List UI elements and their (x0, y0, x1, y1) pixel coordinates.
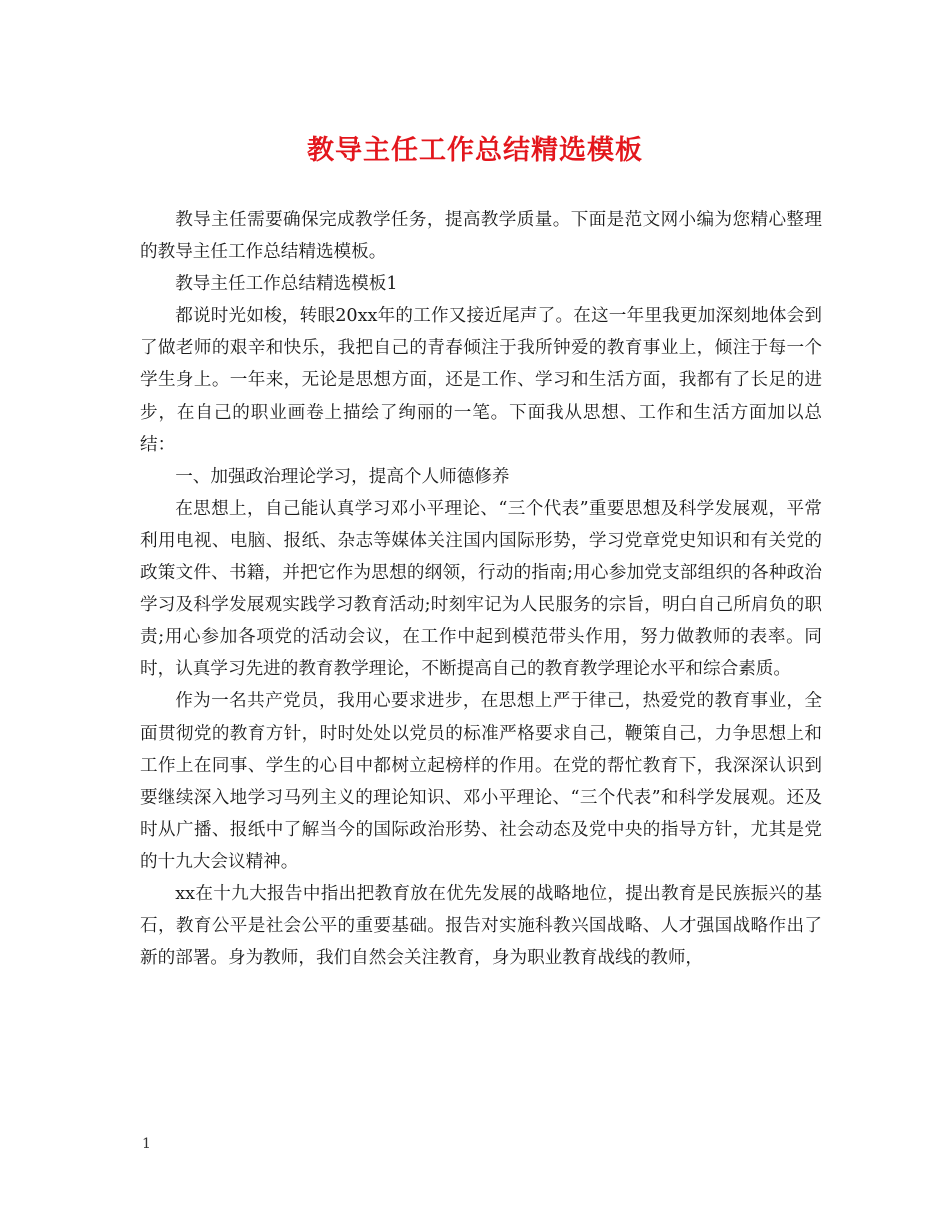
page-number: 1 (142, 1136, 151, 1152)
intro-paragraph: 教导主任需要确保完成教学任务，提高教学质量。下面是范文网小编为您精心整理的教导主任工作总结精选模板。 (140, 210, 822, 263)
document-body (140, 204, 822, 974)
section-heading-template-1: 教导主任工作总结精选模板1 (175, 274, 398, 295)
body-paragraph: xx在十九大报告中指出把教育放在优先发展的战略地位，提出教育是民族振兴的基石，教育公平是社会公平的重要基础。报告对实施科教兴国战略、人才强国战略作出了新的部署。身为教师，我们自然会关注教育，身为职业教育战线的教师， (140, 883, 822, 969)
body-paragraph: 都说时光如梭，转眼20xx年的工作又接近尾声了。在这一年里我更加深刻地体会到了做老师的艰辛和快乐，我把自己的青春倾注于我所钟爱的教育事业上，倾注于每一个学生身上。一年来，无论是思想方面，还是工作、学习和生活方面，我都有了长足的进步，在自己的职业画卷上描绘了绚丽的一笔。下面我从思想、工作和生活方面加以总结： (140, 306, 822, 455)
body-paragraph: 在思想上，自己能认真学习邓小平理论、“三个代表”重要思想及科学发展观，平常利用电视、电脑、报纸、杂志等媒体关注国内国际形势，学习党章党史知识和有关党的政策文件、书籍，并把它作为思想的纲领，行动的指南;用心参加党支部组织的各种政治学习及科学发展观实践学习教育活动;时刻牢记为人民服务的宗旨，明白自己所肩负的职责;用心参加各项党的活动会议，在工作中起到模范带头作用，努力做教师的表率。同时，认真学习先进的教育教学理论，不断提高自己的教育教学理论水平和综合素质。 (140, 498, 822, 680)
section-heading-political-study: 一、加强政治理论学习，提高个人师德修养 (175, 466, 510, 487)
document-title: 教导主任工作总结精选模板 (307, 135, 643, 166)
body-paragraph: 作为一名共产党员，我用心要求进步，在思想上严于律己，热爱党的教育事业，全面贯彻党的教育方针，时时处处以党员的标准严格要求自己，鞭策自己，力争思想上和工作上在同事、学生的心目中都树立起榜样的作用。在党的帮忙教育下，我深深认识到要继续深入地学习马列主义的理论知识、邓小平理论、“三个代表”和科学发展观。还及时从广播、报纸中了解当今的国际政治形势、社会动态及党中央的指导方针，尤其是党的十九大会议精神。 (140, 691, 822, 872)
